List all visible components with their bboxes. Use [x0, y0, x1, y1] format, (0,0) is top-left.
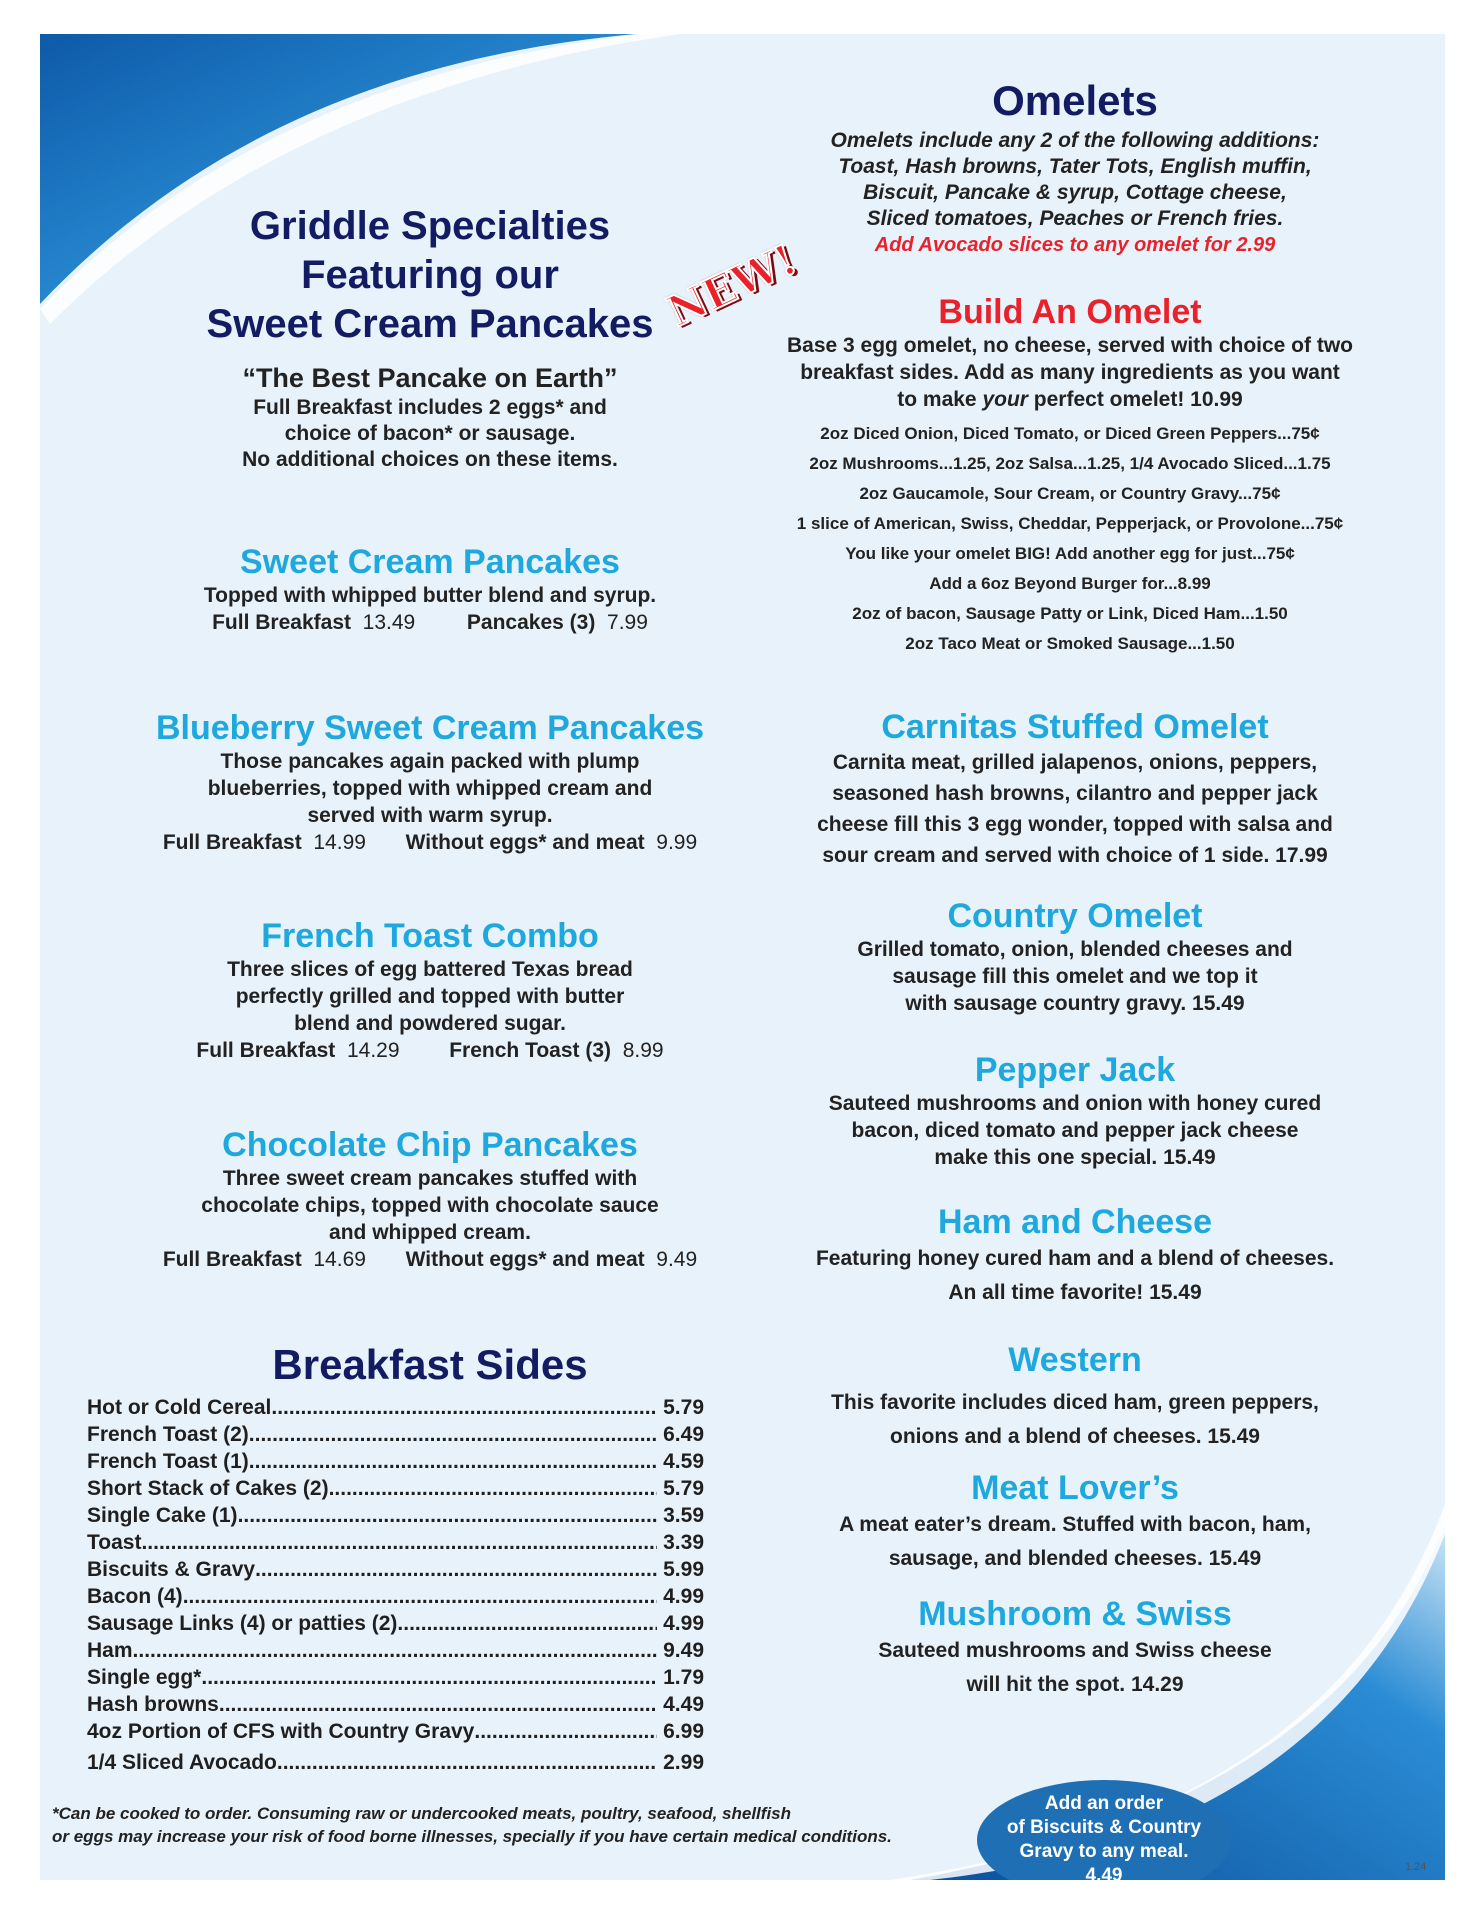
side-price: 3.39 [663, 1531, 704, 1554]
leader-dots [271, 1394, 657, 1421]
side-price: 4.99 [663, 1612, 704, 1635]
header-line-2: Featuring our [301, 253, 559, 297]
leader-dots [249, 1421, 657, 1448]
omelet-desc: An all time favorite! 15.49 [948, 1281, 1202, 1304]
side-name: Short Stack of Cakes (2) [87, 1477, 329, 1500]
leader-dots [277, 1749, 657, 1776]
intro-line-2: choice of bacon* or sausage. [284, 422, 576, 445]
breakfast-sides-title: Breakfast Sides [272, 1341, 588, 1388]
omelet-title: Ham and Cheese [938, 1203, 1212, 1241]
addon-item: 2oz Gaucamole, Sour Cream, or Country Gravy...75¢ [859, 484, 1281, 503]
leader-dots [474, 1718, 657, 1745]
omelets-header: Omelets Omelets include any 2 of the following additions: Toast, Hash browns, Tater Tots, English muffin, Biscuit, Pancake & syrup, Cottage cheese, Sliced tomatoes, Peaches or French fries. Add Avocado slices to any omelet for 2.99 [755, 74, 1395, 258]
side-item [87, 1475, 704, 1502]
side-item [87, 1394, 704, 1421]
addon-list [730, 419, 1410, 659]
addon-item: 2oz Mushrooms...1.25, 2oz Salsa...1.25, 1/4 Avocado Sliced...1.75 [809, 454, 1331, 473]
side-price: 5.79 [663, 1396, 704, 1419]
side-name: Toast [87, 1531, 142, 1554]
addon-item: 2oz Taco Meat or Smoked Sausage...1.50 [905, 634, 1235, 653]
omelet-item [755, 896, 1395, 1017]
side-price: 3.59 [663, 1504, 704, 1527]
omelet-title: Country Omelet [947, 897, 1203, 935]
omelet-desc: Sauteed mushrooms and onion with honey cured [828, 1092, 1322, 1115]
side-name: Hot or Cold Cereal [87, 1396, 272, 1419]
omelet-desc: sausage, and blended cheeses. 15.49 [888, 1547, 1262, 1570]
item-title: Blueberry Sweet Cream Pancakes [155, 709, 705, 747]
new-badge: NEW! [660, 234, 804, 337]
omelet-desc: seasoned hash browns, cilantro and pepper jack [832, 782, 1318, 805]
addon-item: 2oz of bacon, Sausage Patty or Link, Diced Ham...1.50 [852, 604, 1288, 623]
build-an-omelet: Build An Omelet Base 3 egg omelet, no cheese, served with choice of two breakfast sides. Add as many ingredients as you want to make your perfect omelet! 10.99 2oz Diced Onion, Diced Tomato, or Diced Green Peppers...75¢ 2oz Mushrooms...1.25, 2oz Salsa...1.25, 1/4 Avocado Sliced...1.75 2oz Gaucamole, Sour Cream, or Country Gravy...75¢ 1 slice of American, Swiss, Cheddar, Pepperjack, or Provolone...75¢ You like your omelet BIG! Add another egg for just...75¢ Add a 6oz Beyond Burger for...8.99 2oz of bacon, Sausage Patty or Link, Diced Ham...1.50 2oz Taco Meat or Smoked Sausage...1.50 [730, 292, 1410, 659]
omelet-desc: Grilled tomato, onion, blended cheeses and [857, 938, 1293, 961]
item-title: Sweet Cream Pancakes [240, 543, 620, 581]
griddle-header [100, 202, 760, 473]
leader-dots [255, 1556, 657, 1583]
leader-dots [249, 1448, 657, 1475]
leader-dots [183, 1583, 657, 1610]
omelet-title: Meat Lover’s [971, 1469, 1179, 1507]
side-name: 1/4 Sliced Avocado [87, 1751, 277, 1774]
side-price: 2.99 [663, 1751, 704, 1774]
omelet-desc: will hit the spot. 14.29 [966, 1673, 1184, 1696]
biscuits-gravy-bubble: Add an order of Biscuits & Country Gravy to any meal. 4.49 [977, 1780, 1231, 1880]
leader-dots [397, 1610, 657, 1637]
omelet-item [755, 1594, 1395, 1702]
leader-dots [133, 1637, 658, 1664]
item-title: French Toast Combo [261, 917, 599, 955]
breakfast-sides-title-wrap [80, 1340, 780, 1390]
side-price: 5.79 [663, 1477, 704, 1500]
omelet-desc: bacon, diced tomato and pepper jack cheese [851, 1119, 1299, 1142]
side-item [87, 1664, 704, 1691]
side-price: 4.49 [663, 1693, 704, 1716]
side-name: Single Cake (1) [87, 1504, 238, 1527]
omelet-title: Carnitas Stuffed Omelet [881, 708, 1269, 746]
side-name: Ham [87, 1639, 133, 1662]
side-name: Sausage Links (4) or patties (2) [87, 1612, 398, 1635]
addon-item: Add a 6oz Beyond Burger for...8.99 [929, 574, 1211, 593]
intro-line-3: No additional choices on these items. [242, 448, 618, 471]
item-prices: Full Breakfast 14.29 French Toast (3) 8.99 [196, 1039, 664, 1062]
omelet-desc: This favorite includes diced ham, green peppers, [831, 1391, 1319, 1414]
omelet-item [755, 1050, 1395, 1171]
omelet-desc: sour cream and served with choice of 1 side. 17.99 [822, 844, 1328, 867]
side-name: Biscuits & Gravy [87, 1558, 256, 1581]
menu-item-french-toast-combo: French Toast Combo Three slices of egg battered Texas bread perfectly grilled and topped with butter blend and powdered sugar. Full Breakfast 14.29 French Toast (3) 8.99 [80, 916, 780, 1064]
side-item [87, 1421, 704, 1448]
leader-dots [219, 1691, 657, 1718]
leader-dots [329, 1475, 658, 1502]
item-title: Chocolate Chip Pancakes [222, 1126, 638, 1164]
side-item [87, 1502, 704, 1529]
build-title: Build An Omelet [938, 293, 1202, 331]
breakfast-sides-list [87, 1394, 704, 1776]
omelet-desc: with sausage country gravy. 15.49 [905, 992, 1245, 1015]
intro-line-1: Full Breakfast includes 2 eggs* and [253, 396, 607, 419]
omelet-title: Mushroom & Swiss [918, 1595, 1232, 1633]
side-item [87, 1749, 704, 1776]
omelet-item [755, 1202, 1395, 1310]
side-price: 6.99 [663, 1720, 704, 1743]
addon-item: 2oz Diced Onion, Diced Tomato, or Diced Green Peppers...75¢ [820, 424, 1320, 443]
version-label: 1.24 [1405, 1861, 1427, 1873]
omelet-item [755, 1468, 1395, 1576]
leader-dots [141, 1529, 657, 1556]
item-prices: Full Breakfast 14.99 Without eggs* and meat 9.99 [162, 831, 698, 854]
side-name: Hash browns [87, 1693, 219, 1716]
omelet-desc: Featuring honey cured ham and a blend of cheeses. [815, 1247, 1335, 1270]
omelet-title: Pepper Jack [974, 1051, 1176, 1089]
omelet-desc: make this one special. 15.49 [934, 1146, 1216, 1169]
addon-item: You like your omelet BIG! Add another egg for just...75¢ [845, 544, 1295, 563]
leader-dots [201, 1664, 657, 1691]
side-price: 6.49 [663, 1423, 704, 1446]
side-price: 4.99 [663, 1585, 704, 1608]
side-price: 1.79 [663, 1666, 704, 1689]
omelet-desc: A meat eater’s dream. Stuffed with bacon, ham, [839, 1513, 1311, 1536]
side-price: 4.59 [663, 1450, 704, 1473]
omelet-desc: Sauteed mushrooms and Swiss cheese [878, 1639, 1272, 1662]
omelet-title: Western [1008, 1341, 1142, 1379]
menu-item-chocolate-chip-pancakes: Chocolate Chip Pancakes Three sweet cream pancakes stuffed with chocolate chips, topped with chocolate sauce and whipped cream. Full Breakfast 14.69 Without eggs* and meat 9.49 [60, 1125, 800, 1273]
side-item [87, 1583, 704, 1610]
side-item [87, 1556, 704, 1583]
menu-page [40, 34, 1445, 1880]
side-name: French Toast (1) [87, 1450, 249, 1473]
omelet-desc: onions and a blend of cheeses. 15.49 [890, 1425, 1260, 1448]
side-item [87, 1529, 704, 1556]
tagline: “The Best Pancake on Earth” [242, 363, 618, 393]
side-name: Single egg* [87, 1666, 202, 1689]
side-item [87, 1637, 704, 1664]
menu-item-blueberry-pancakes: Blueberry Sweet Cream Pancakes Those pancakes again packed with plump blueberries, topped with whipped cream and served with warm syrup. Full Breakfast 14.99 Without eggs* and meat 9.99 [60, 708, 800, 856]
item-desc: Topped with whipped butter blend and syrup. [203, 584, 657, 607]
leader-dots [238, 1502, 658, 1529]
item-prices: Full Breakfast 13.49 Pancakes (3) 7.99 [212, 611, 648, 634]
side-price: 5.99 [663, 1558, 704, 1581]
omelet-desc: Carnita meat, grilled jalapenos, onions, peppers, [832, 751, 1318, 774]
menu-item-sweet-cream-pancakes [80, 542, 780, 636]
omelets-title: Omelets [992, 77, 1158, 124]
item-prices: Full Breakfast 14.69 Without eggs* and meat 9.49 [162, 1248, 698, 1271]
side-item [87, 1448, 704, 1475]
header-line-1: Griddle Specialties [249, 204, 611, 248]
omelet-desc: cheese fill this 3 egg wonder, topped with salsa and [817, 813, 1333, 836]
side-name: 4oz Portion of CFS with Country Gravy [87, 1720, 475, 1743]
side-item [87, 1610, 704, 1637]
header-line-3: Sweet Cream Pancakes [206, 302, 654, 346]
addon-item: 1 slice of American, Swiss, Cheddar, Pepperjack, or Provolone...75¢ [796, 514, 1344, 533]
omelet-desc: sausage fill this omelet and we top it [892, 965, 1258, 988]
side-name: French Toast (2) [87, 1423, 249, 1446]
side-item [87, 1718, 704, 1745]
omelet-item [755, 707, 1395, 871]
side-price: 9.49 [663, 1639, 704, 1662]
side-name: Bacon (4) [87, 1585, 183, 1608]
side-item [87, 1691, 704, 1718]
disclaimer: *Can be cooked to order. Consuming raw or undercooked meats, poultry, seafood, shellfish or eggs may increase your risk of food borne illnesses, specially if you have certain medical conditions. [52, 1804, 892, 1846]
omelet-item [755, 1340, 1395, 1454]
avocado-note: Add Avocado slices to any omelet for 2.99 [874, 234, 1276, 256]
